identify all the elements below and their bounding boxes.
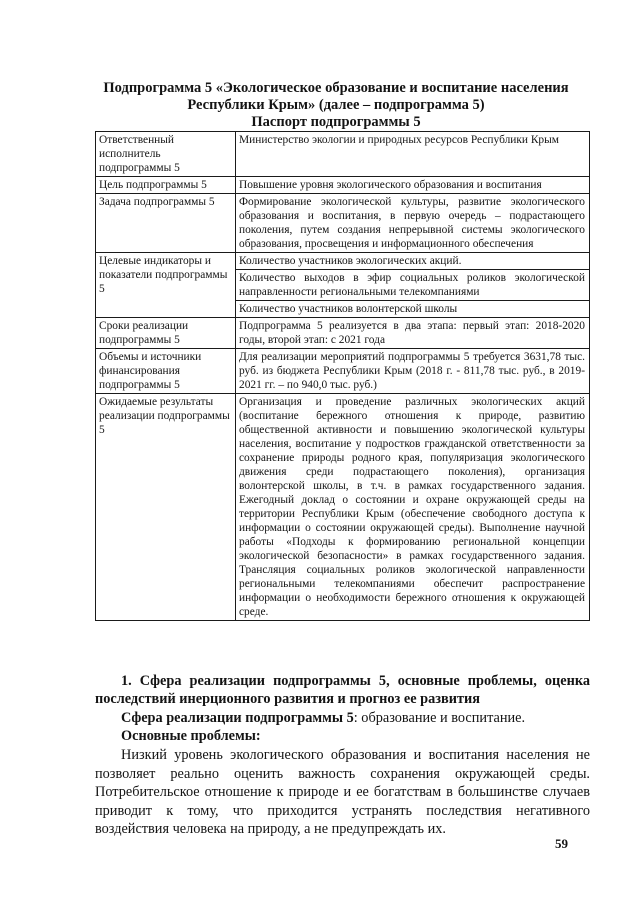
subprogram-title-line-2: Республики Крым» (далее – подпрограмма 5)	[187, 97, 485, 113]
row-value-results: Организация и проведение различных экологических акций (воспитание бережного отношения к природе, развитию общественной активности и повышению экологической культуры населения, воспитание у подростков гражданской ответственности за сохранение природы родного края, популяризация экологического движения среди подрастающего поколения), организация волонтерской школы, в т.ч. в рамках государственного задания. Ежегодный доклад о состоянии и охране окружающей среды на территории Республики Крым (обеспечение свободного доступа к информации о состоянии окружающей среды). Выполнение научной работы «Подходы к формированию региональной концепции экологической безопасности» в рамках государственного задания. Трансляция социальных роликов экологической направленности региональными телекомпаниями обеспечит распространение информации о необходимости бережного отношения к окружающей среде.	[236, 394, 590, 621]
subprogram-title-line-1: Подпрограмма 5 «Экологическое образование и воспитание населения	[103, 80, 569, 96]
sphere-label: Сфера реализации подпрограммы 5	[121, 710, 354, 726]
sphere-line	[95, 710, 590, 728]
row-value-funding: Для реализации мероприятий подпрограммы 5 требуется 3631,78 тыс. руб. из бюджета Республики Крым (2018 г. - 811,78 тыс. руб., в 2019-2021 гг. – по 940,0 тыс. руб.)	[236, 349, 590, 394]
table-row	[96, 318, 590, 349]
row-label-goal: Цель подпрограммы 5	[96, 177, 236, 194]
table-row	[96, 177, 590, 194]
sphere-value: : образование и воспитание.	[353, 710, 526, 726]
row-label-task: Задача подпрограммы 5	[96, 194, 236, 253]
table-row	[96, 194, 590, 253]
row-label-responsible: Ответственный исполнитель подпрограммы 5	[96, 132, 236, 177]
problems-heading: Основные проблемы:	[121, 728, 261, 744]
row-label-indicators: Целевые индикаторы и показатели подпрограммы 5	[96, 253, 236, 318]
row-value-task: Формирование экологической культуры, развитие экологического образования и воспитания, в первую очередь – подрастающего поколения, путем создания непрерывной системы экологического образования, просвещения и информационного обеспечения	[236, 194, 590, 253]
table-row	[96, 253, 590, 270]
section-1-heading: 1. Сфера реализации подпрограммы 5, основные проблемы, оценка последствий инерционного развития и прогноз ее развития	[95, 673, 590, 707]
page-number: 59	[555, 836, 568, 851]
subprogram-title	[86, 80, 586, 114]
table-row	[96, 132, 590, 177]
table-row	[96, 394, 590, 621]
row-value-indicator-3: Количество участников волонтерской школы	[236, 301, 590, 318]
row-label-timeline: Сроки реализации подпрограммы 5	[96, 318, 236, 349]
passport-table	[95, 131, 590, 621]
problems-paragraph: Низкий уровень экологического образования и воспитания населения не позволяет реально оценить важность сохранения окружающей среды. Потребительское отношение к природе и ее богатствам в большинстве случаев приводит к тому, что приходится устранять последствия негативного воздействия человека на природу, а не предупреждать их.	[95, 747, 590, 837]
row-label-results: Ожидаемые результаты реализации подпрограммы 5	[96, 394, 236, 621]
row-value-goal: Повышение уровня экологического образования и воспитания	[236, 177, 590, 194]
row-value-indicator-2: Количество выходов в эфир социальных роликов экологической направленности региональными телекомпаниями	[236, 270, 590, 301]
row-value-timeline: Подпрограмма 5 реализуется в два этапа: первый этап: 2018-2020 годы, второй этап: с 2021 года	[236, 318, 590, 349]
row-label-funding: Объемы и источники финансирования подпрограммы 5	[96, 349, 236, 394]
table-row	[96, 349, 590, 394]
row-value-indicator-1: Количество участников экологических акций.	[236, 253, 590, 270]
row-value-responsible: Министерство экологии и природных ресурсов Республики Крым	[236, 132, 590, 177]
passport-title: Паспорт подпрограммы 5	[251, 114, 421, 130]
